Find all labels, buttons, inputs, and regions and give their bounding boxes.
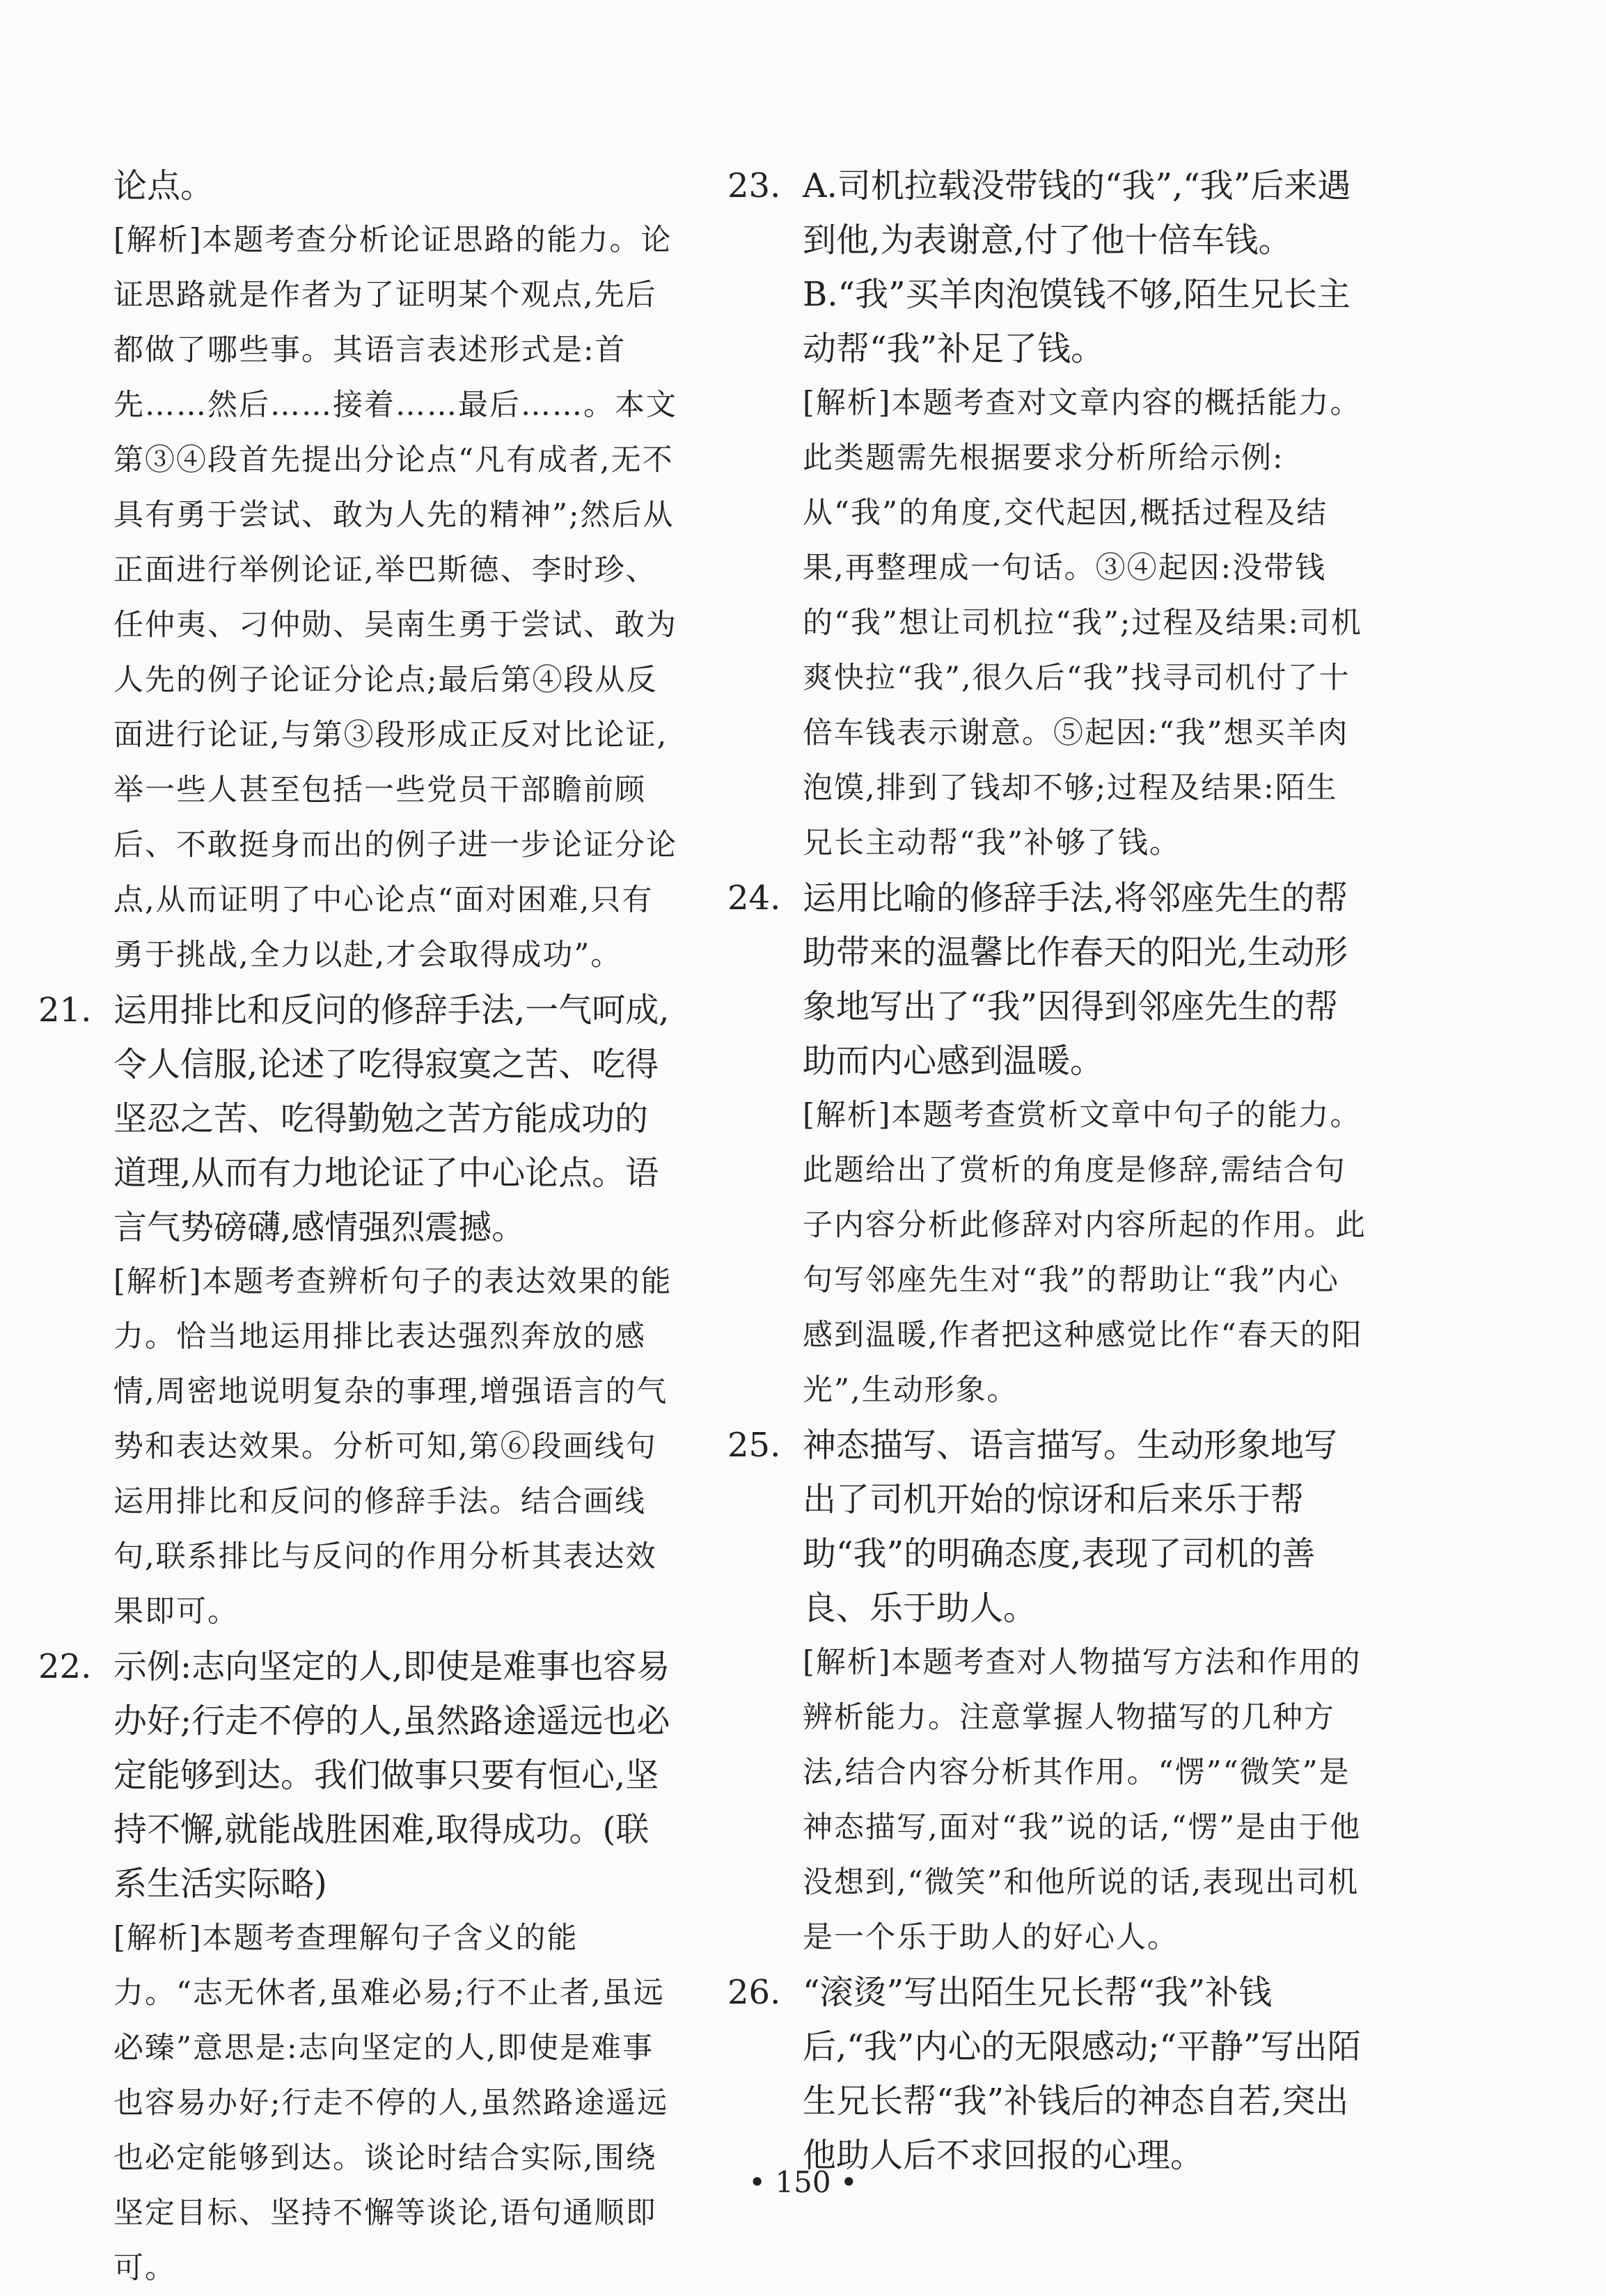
right-column: [727, 159, 1368, 2183]
answer-a-text: A.司机拉载没带钱的“我”,“我”后来遇到他,为表谢意,付了他十倍车钱。: [803, 166, 1351, 260]
question-number: 26.: [727, 1973, 781, 2012]
answer-text: 示例:志向坚定的人,即使是难事也容易办好;行走不停的人,虽然路途遥远也必定能够到达。我们做事只要有恒心,坚持不懈,就能战胜困难,取得成功。(联系生活实际略): [113, 1647, 670, 1903]
question-24: [727, 871, 1368, 1418]
question-23: [727, 159, 1368, 871]
answer-b-text: B.“我”买羊肉泡馍钱不够,陌生兄长主动帮“我”补足了钱。: [803, 275, 1351, 368]
question-number: 24.: [727, 879, 781, 918]
question-number: 21.: [38, 991, 92, 1030]
question-number: 25.: [727, 1426, 781, 1465]
question-26: [727, 1965, 1368, 2183]
analysis-text: [解析]本题考查分析论证思路的能力。论证思路就是作者为了证明某个观点,先后都做了哪些事。其语言表述形式是:首先……然后……接着……最后……。本文第③④段首先提出分论点“凡有成者,无不具有勇于尝试、敢为人先的精神”;然后从正面进行举例论证,举巴斯德、李时珍、任仲夷、刁仲勋、吴南生勇于尝试、敢为人先的例子论证分论点;最后第④段从反面进行论证,与第③段形成正反对比论证,举一些人甚至包括一些党员干部瞻前顾后、不敢挺身而出的例子进一步论证分论点,从而证明了中心论点“面对困难,只有勇于挑战,全力以赴,才会取得成功”。: [113, 223, 677, 973]
question-number: 23.: [727, 166, 781, 205]
analysis-text: [解析]本题考查辨析句子的表达效果的能力。恰当地运用排比表达强烈奔放的感情,周密地说明复杂的事理,增强语言的气势和表达效果。分析可知,第⑥段画线句运用排比和反问的修辞手法。结合画线句,联系排比与反问的作用分析其表达效果即可。: [113, 1264, 672, 1629]
question-21: [38, 983, 679, 1640]
answer-text: 运用排比和反问的修辞手法,一气呵成,令人信服,论述了吃得寂寞之苦、吃得坚忍之苦、吃得勤勉之苦方能成功的道理,从而有力地论证了中心论点。语言气势磅礴,感情强烈震撼。: [113, 991, 670, 1247]
analysis-text: [解析]本题考查对文章内容的概括能力。此类题需先根据要求分析所给示例:从“我”的角度,交代起因,概括过程及结果,再整理成一句话。③④起因:没带钱的“我”想让司机拉“我”;过程及结果:司机爽快拉“我”,很久后“我”找寻司机付了十倍车钱表示谢意。⑤起因:“我”想买羊肉泡馍,排到了钱却不够;过程及结果:陌生兄长主动帮“我”补够了钱。: [803, 386, 1362, 860]
left-column: [38, 159, 679, 2296]
answer-text: 运用比喻的修辞手法,将邻座先生的帮助带来的温馨比作春天的阳光,生动形象地写出了“我”因得到邻座先生的帮助而内心感到温暖。: [803, 879, 1348, 1080]
answer-text: 神态描写、语言描写。生动形象地写出了司机开始的惊讶和后来乐于帮助“我”的明确态度,表现了司机的善良、乐于助人。: [803, 1426, 1338, 1628]
question-number: 22.: [38, 1647, 92, 1686]
continued-answer: [113, 159, 679, 983]
analysis-text: [解析]本题考查对人物描写方法和作用的辨析能力。注意掌握人物描写的几种方法,结合内容分析其作用。“愣”“微笑”是神态描写,面对“我”说的话,“愣”是由于他没想到,“微笑”和他所说的话,表现出司机是一个乐于助人的好心人。: [803, 1645, 1362, 1955]
page-number: • 150 •: [748, 2165, 858, 2199]
answer-tail: 论点。: [113, 166, 214, 205]
answer-text: “滚烫”写出陌生兄长帮“我”补钱后,“我”内心的无限感动;“平静”写出陌生兄长帮“我”补钱后的神态自若,突出他助人后不求回报的心理。: [803, 1973, 1361, 2175]
analysis-text: [解析]本题考查理解句子含义的能力。“志无休者,虽难必易;行不止者,虽远必臻”意思是:志向坚定的人,即使是难事也容易办好;行走不停的人,虽然路途遥远也必定能够到达。谈论时结合实际,围绕坚定目标、坚持不懈等谈论,语句通顺即可。: [113, 1921, 669, 2286]
question-25: [727, 1418, 1368, 1965]
analysis-text: [解析]本题考查赏析文章中句子的能力。此题给出了赏析的角度是修辞,需结合句子内容分析此修辞对内容所起的作用。此句写邻座先生对“我”的帮助让“我”内心感到温暖,作者把这种感觉比作“春天的阳光”,生动形象。: [803, 1098, 1367, 1408]
